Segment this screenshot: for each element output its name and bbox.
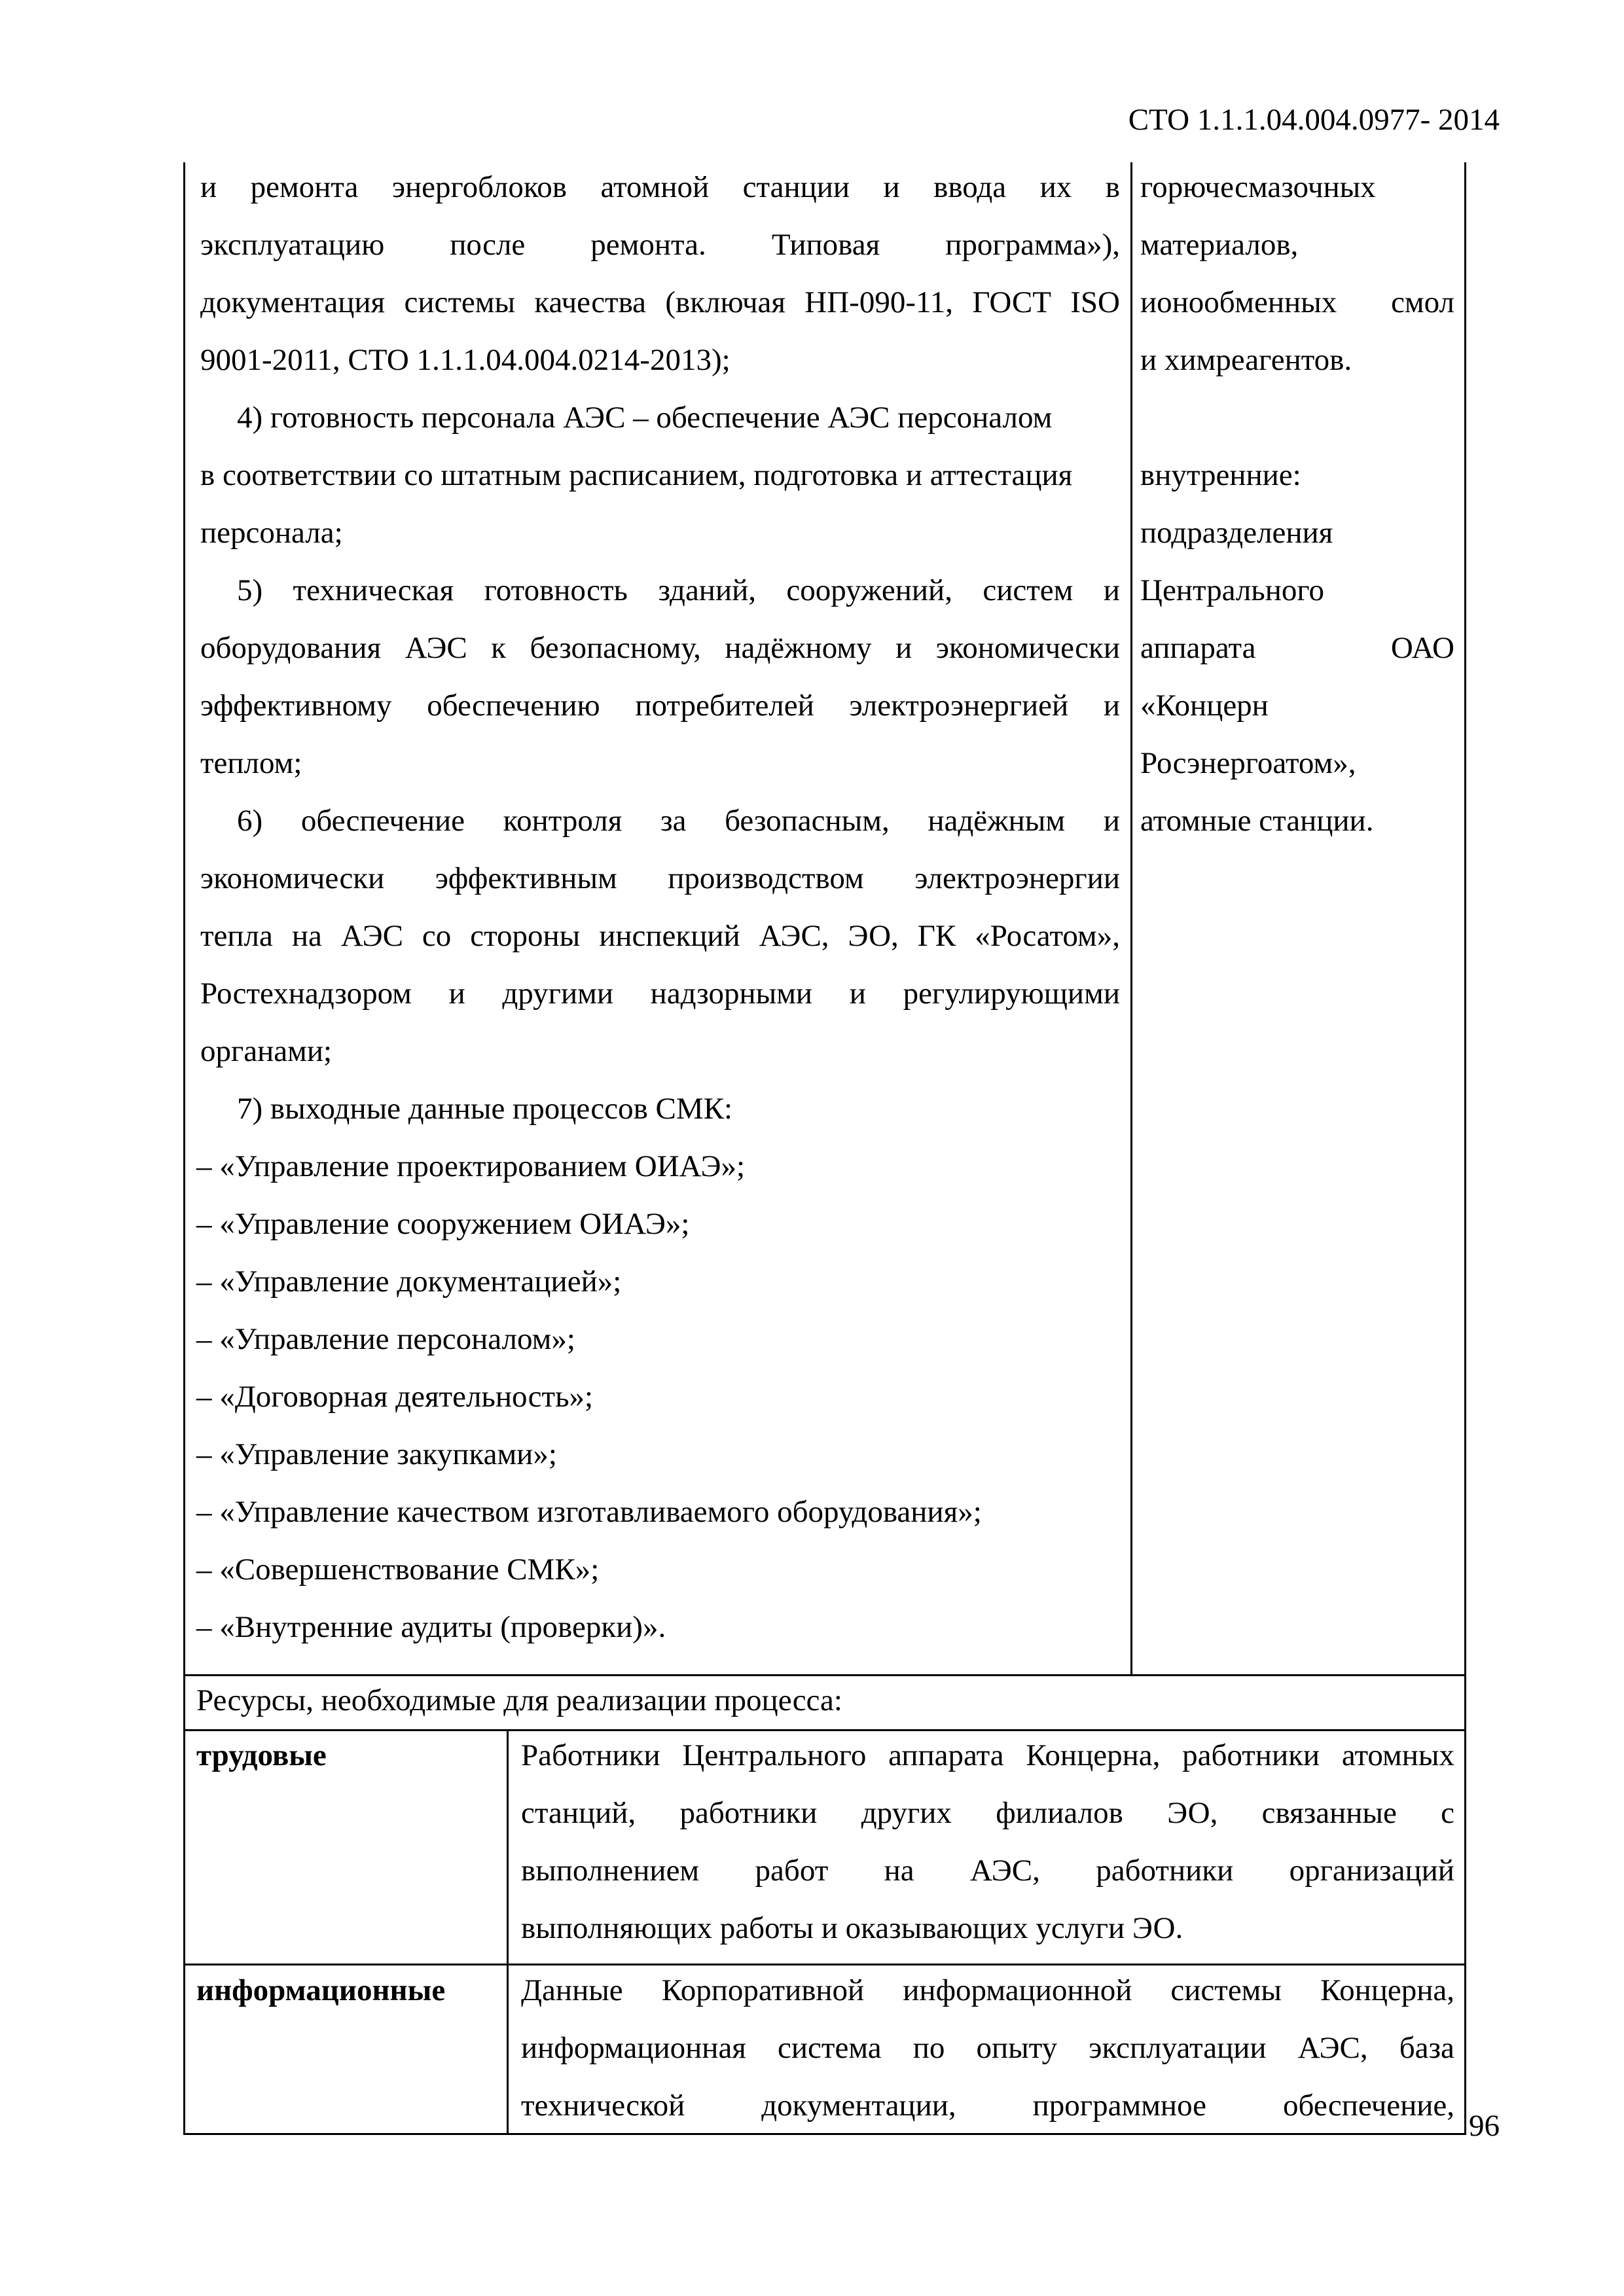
resource-label-labour: трудовые: [196, 1738, 327, 1772]
word: надзорными: [650, 977, 813, 1011]
word: системы: [404, 285, 516, 319]
left-text-line-3: [200, 287, 1120, 318]
word: других: [861, 1796, 952, 1830]
word: ГК: [917, 919, 956, 953]
word: (включая: [665, 285, 785, 319]
word: выполнением: [521, 1854, 700, 1888]
word: со: [422, 919, 452, 953]
word: оборудования: [200, 631, 382, 665]
list-item: – «Управление документацией»;: [196, 1265, 622, 1299]
word: работники: [1182, 1738, 1320, 1772]
word: производством: [668, 861, 864, 895]
word: информационная: [521, 2031, 746, 2065]
right-text-line-8: [1140, 633, 1454, 664]
right-text-line-4: и химреагентов.: [1140, 343, 1352, 377]
word: АЭС,: [759, 919, 829, 953]
word: аппарата: [1140, 631, 1256, 665]
word: информационной: [903, 1973, 1132, 2007]
word: НП-090-11,: [804, 285, 953, 319]
word: АЭС: [340, 919, 403, 953]
word: документация: [200, 285, 386, 319]
word: ремонта.: [590, 228, 706, 262]
process-table: [183, 162, 1466, 2135]
resource-labour-line-2: [521, 1798, 1454, 1829]
word: безопасному,: [530, 631, 701, 665]
list-item: – «Совершенствование СМК»;: [196, 1552, 600, 1587]
word: Типовая: [771, 228, 880, 262]
word: тепла: [200, 919, 273, 953]
item-6-line-1: [237, 806, 1120, 836]
word: другими: [502, 977, 614, 1011]
right-text-line-5: внутренние:: [1140, 458, 1301, 492]
column-divider-resources: [507, 1729, 509, 2135]
word: с: [1441, 1796, 1454, 1830]
right-text-line-2: материалов,: [1140, 228, 1299, 262]
word: ЭО,: [1167, 1796, 1218, 1830]
word: Ростехнадзором: [200, 977, 412, 1011]
list-item: – «Договорная деятельность»;: [196, 1380, 594, 1414]
list-item: – «Управление сооружением ОИАЭ»;: [196, 1207, 690, 1241]
word: опыту: [976, 2031, 1058, 2065]
list-item: – «Управление качеством изготавливаемого оборудования»;: [196, 1495, 982, 1529]
word: работники: [679, 1796, 818, 1830]
word: аппарата: [888, 1738, 1004, 1772]
word: атомных: [1341, 1738, 1454, 1772]
word: Концерна,: [1320, 1973, 1454, 2007]
word: инспекций: [599, 919, 740, 953]
word: и: [448, 977, 465, 1011]
resource-labour-line-1: [521, 1740, 1454, 1771]
column-divider-top: [1130, 162, 1132, 1676]
word: атомной: [600, 170, 710, 204]
item-6-line-3: [200, 921, 1120, 952]
resource-information-line-1: [521, 1975, 1454, 2006]
word: организаций: [1289, 1854, 1454, 1888]
word: программа»),: [945, 228, 1120, 262]
right-text-line-9: «Концерн: [1140, 689, 1269, 723]
item-4-line-2: в соответствии со штатным расписанием, подготовка и аттестация: [200, 458, 1073, 492]
word: ввода: [933, 170, 1007, 204]
word: работ: [755, 1854, 829, 1888]
word: АЭС,: [1297, 2031, 1368, 2065]
word: надёжным: [928, 804, 1066, 838]
item-5-line-2: [200, 633, 1120, 664]
item-5-line-1: [237, 575, 1120, 606]
left-text-line-4: 9001-2011, СТО 1.1.1.04.004.0214-2013);: [200, 343, 731, 377]
word: ISO: [1070, 285, 1120, 319]
item-7-line-1: 7) выходные данные процессов СМК:: [237, 1092, 733, 1126]
list-item: – «Внутренние аудиты (проверки)».: [196, 1610, 666, 1644]
right-text-line-1: горючесмазочных: [1140, 170, 1376, 204]
left-text-line-1: [200, 172, 1120, 203]
word: Работники: [521, 1738, 660, 1772]
word: работники: [1096, 1854, 1234, 1888]
item-6-line-4: [200, 978, 1120, 1009]
word: сооружений,: [786, 573, 952, 607]
word: и: [849, 977, 866, 1011]
word: электроэнергией: [849, 689, 1069, 723]
page-number: 96: [1469, 2109, 1500, 2143]
word: обеспечение: [300, 804, 465, 838]
resource-labour-line-3: [521, 1856, 1454, 1886]
item-6-line-5: органами;: [200, 1034, 333, 1068]
word: и: [1103, 573, 1120, 607]
word: ГОСТ: [972, 285, 1051, 319]
item-4-line-3: персонала;: [200, 516, 343, 550]
word: и: [1103, 689, 1120, 723]
left-text-line-2: [200, 230, 1120, 260]
word: станции: [742, 170, 850, 204]
word: станций,: [521, 1796, 636, 1830]
word: 5): [237, 573, 263, 607]
word: документации,: [761, 2089, 956, 2123]
right-text-line-3: [1140, 287, 1454, 318]
word: безопасным,: [725, 804, 890, 838]
resource-information-line-2: [521, 2033, 1454, 2064]
word: системы: [1170, 1973, 1282, 2007]
word: обеспечению: [427, 689, 600, 723]
word: контроля: [503, 804, 623, 838]
word: в: [1105, 170, 1120, 204]
word: экономически: [200, 861, 385, 895]
resources-heading: Ресурсы, необходимые для реализации процесса:: [196, 1683, 842, 1717]
word: зданий,: [658, 573, 757, 607]
word: стороны: [470, 919, 581, 953]
word: «Росатом»,: [975, 919, 1120, 953]
word: после: [450, 228, 526, 262]
word: к: [491, 631, 507, 665]
row-divider-resources-heading: [183, 1729, 1466, 1731]
word: система: [778, 2031, 882, 2065]
word: Данные: [521, 1973, 623, 2007]
word: филиалов: [996, 1796, 1123, 1830]
right-text-line-11: атомные станции.: [1140, 804, 1374, 838]
word: 6): [237, 804, 263, 838]
word: за: [660, 804, 687, 838]
resource-label-information: информационные: [196, 1973, 446, 2007]
word: регулирующими: [903, 977, 1120, 1011]
word: их: [1039, 170, 1072, 204]
word: смол: [1391, 285, 1454, 319]
word: эффективному: [200, 689, 392, 723]
word: и: [1103, 804, 1120, 838]
word: экономически: [935, 631, 1120, 665]
word: база: [1399, 2031, 1454, 2065]
word: связанные: [1261, 1796, 1397, 1830]
table-right-border: [1464, 162, 1466, 2135]
word: технической: [521, 2089, 685, 2123]
word: ионообменных: [1140, 285, 1337, 319]
word: готовность: [484, 573, 628, 607]
word: Корпоративной: [661, 1973, 865, 2007]
word: Центрального: [682, 1738, 867, 1772]
list-item: – «Управление персоналом»;: [196, 1322, 575, 1356]
word: программное: [1032, 2089, 1207, 2123]
word: ремонта: [250, 170, 359, 204]
item-5-line-4: теплом;: [200, 746, 302, 780]
word: эксплуатацию: [200, 228, 385, 262]
word: и: [883, 170, 900, 204]
table-bottom-border: [183, 2133, 1466, 2135]
word: эффективным: [435, 861, 617, 895]
list-item: – «Управление закупками»;: [196, 1437, 557, 1471]
table-left-border: [183, 162, 185, 2135]
item-5-line-3: [200, 691, 1120, 721]
word: ЭО,: [848, 919, 899, 953]
word: электроэнергии: [914, 861, 1120, 895]
word: Концерна,: [1026, 1738, 1161, 1772]
word: техническая: [293, 573, 454, 607]
word: и: [895, 631, 912, 665]
word: АЭС,: [969, 1854, 1040, 1888]
resource-information-line-3: [521, 2090, 1454, 2121]
word: и: [200, 170, 217, 204]
row-divider-labour: [183, 1964, 1466, 1965]
word: систем: [983, 573, 1074, 607]
word: надёжному: [725, 631, 872, 665]
word: обеспечение,: [1283, 2089, 1454, 2123]
item-4-line-1: 4) готовность персонала АЭС – обеспечение АЭС персоналом: [237, 401, 1053, 435]
right-text-line-10: Росэнергоатом»,: [1140, 746, 1356, 780]
word: потребителей: [635, 689, 814, 723]
word: АЭС: [405, 631, 467, 665]
list-item: – «Управление проектированием ОИАЭ»;: [196, 1149, 746, 1183]
document-code: СТО 1.1.1.04.004.0977- 2014: [1128, 103, 1500, 137]
word: энергоблоков: [391, 170, 567, 204]
word: по: [912, 2031, 945, 2065]
right-text-line-6: подразделения: [1140, 516, 1333, 550]
word: качества: [534, 285, 647, 319]
right-text-line-7: Центрального: [1140, 573, 1324, 607]
word: на: [884, 1854, 914, 1888]
item-6-line-2: [200, 863, 1120, 894]
row-divider-process: [183, 1674, 1466, 1676]
word: на: [291, 919, 322, 953]
word: эксплуатации: [1089, 2031, 1267, 2065]
word: ОАО: [1390, 631, 1454, 665]
resource-labour-line-4: выполняющих работы и оказывающих услуги ЭО.: [521, 1911, 1183, 1945]
